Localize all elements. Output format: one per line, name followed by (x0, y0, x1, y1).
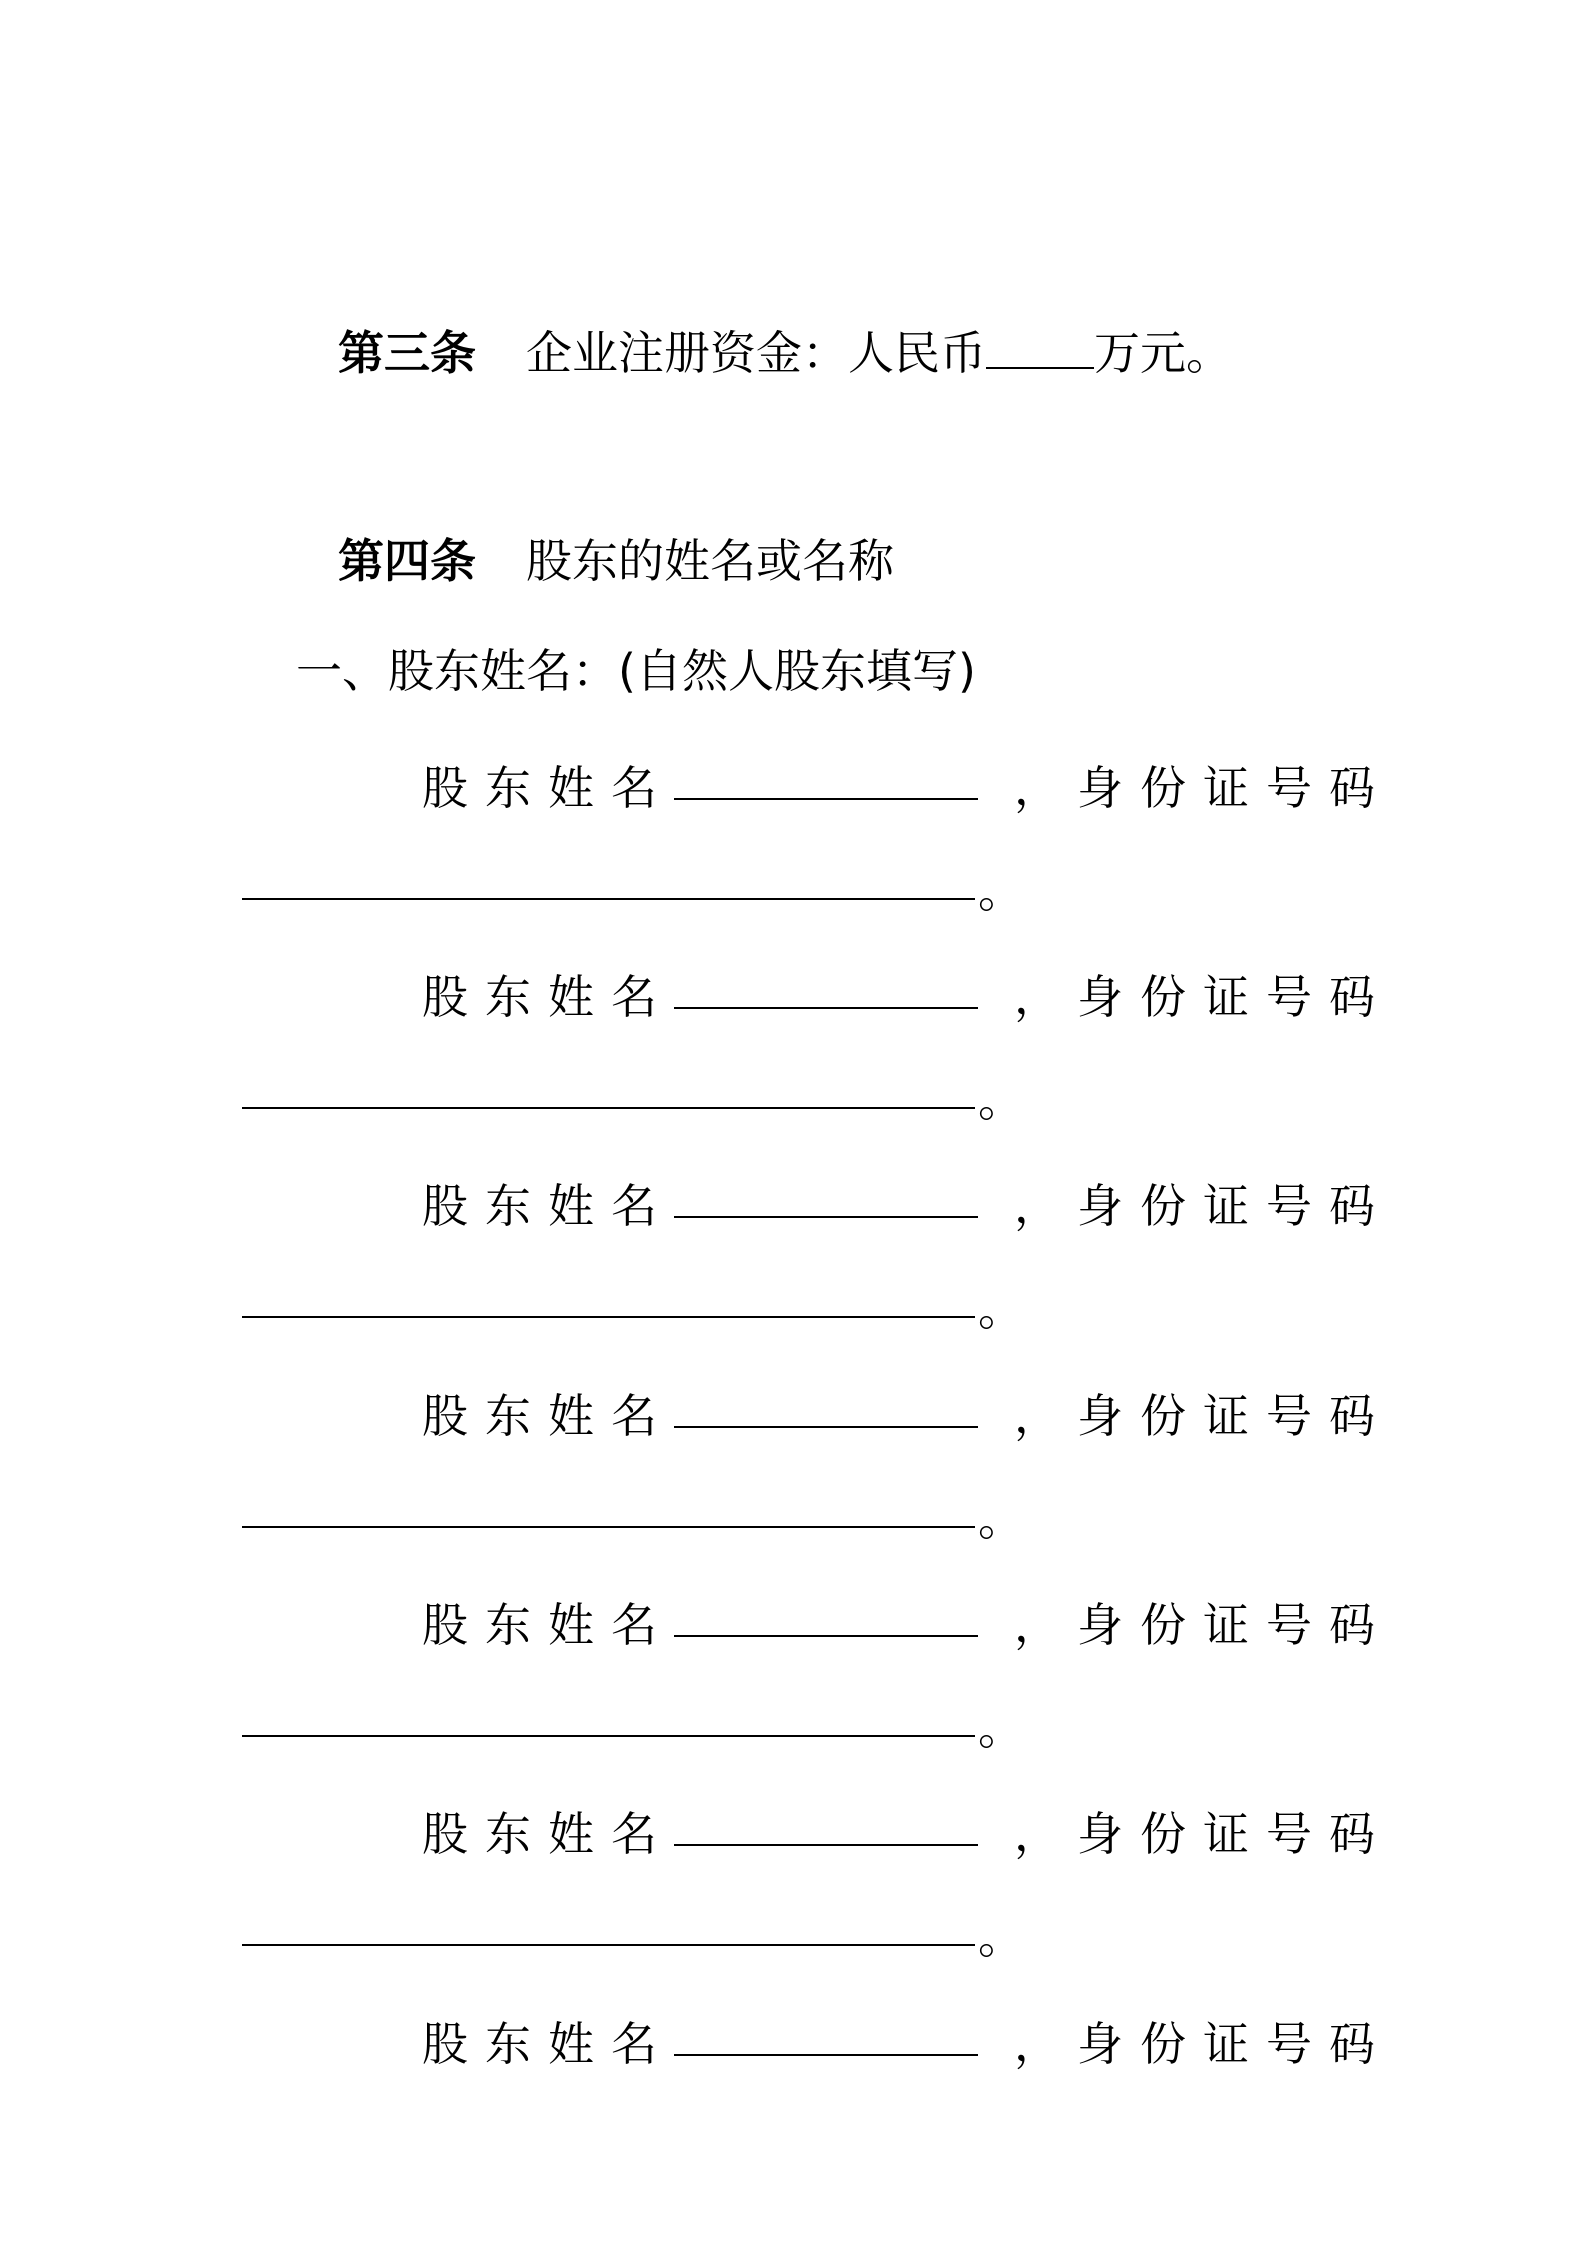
end-mark: 。 (978, 1282, 1024, 1336)
shareholder-row-4 (422, 1380, 1392, 1443)
article3-text-before: 企业注册资金：人民币 (526, 326, 986, 380)
capital-amount-field[interactable] (986, 366, 1094, 369)
shareholder-row-7 (422, 2008, 1392, 2071)
shareholder-name-label: 股东姓名 (422, 970, 674, 1024)
shareholder-row-5 (422, 1589, 1392, 1652)
shareholder-name-label: 股东姓名 (422, 1389, 674, 1443)
shareholder-id-row-6 (242, 1910, 1024, 1964)
shareholder-name-label: 股东姓名 (422, 1598, 674, 1652)
shareholder-row-6 (422, 1798, 1392, 1861)
id-number-label: ，身份证号码 (1014, 2017, 1392, 2071)
end-mark: 。 (978, 1492, 1024, 1546)
id-number-label: ，身份证号码 (1014, 1598, 1392, 1652)
shareholder-name-field[interactable] (674, 1844, 978, 1846)
id-number-label: ，身份证号码 (1014, 1179, 1392, 1233)
shareholder-id-row-5 (242, 1701, 1024, 1755)
article3-line (338, 326, 1232, 380)
id-number-field[interactable] (242, 1316, 975, 1318)
id-number-label: ，身份证号码 (1014, 970, 1392, 1024)
id-number-label: ，身份证号码 (1014, 1807, 1392, 1861)
shareholder-id-row-2 (242, 1073, 1024, 1127)
article3-heading: 第三条 (338, 326, 476, 380)
end-mark: 。 (978, 1910, 1024, 1964)
article4-line (338, 534, 894, 588)
end-mark: 。 (978, 1701, 1024, 1755)
shareholder-name-field[interactable] (674, 2054, 978, 2056)
shareholder-id-row-4 (242, 1492, 1024, 1546)
shareholder-name-label: 股东姓名 (422, 1179, 674, 1233)
shareholder-name-field[interactable] (674, 1216, 978, 1218)
id-number-label: ，身份证号码 (1014, 761, 1392, 815)
end-mark: 。 (978, 1073, 1024, 1127)
shareholder-name-field[interactable] (674, 1635, 978, 1637)
id-number-field[interactable] (242, 1107, 975, 1109)
shareholder-row-2 (422, 961, 1392, 1024)
article4-heading: 第四条 (338, 534, 476, 588)
section1-title: 一、股东姓名：(自然人股东填写) (296, 644, 976, 698)
shareholder-row-1 (422, 752, 1392, 815)
shareholder-name-field[interactable] (674, 1007, 978, 1009)
shareholder-name-label: 股东姓名 (422, 1807, 674, 1861)
shareholder-name-field[interactable] (674, 798, 978, 800)
shareholder-id-row-3 (242, 1282, 1024, 1336)
end-mark: 。 (978, 864, 1024, 918)
article3-text-after: 万元。 (1094, 326, 1232, 380)
article4-text: 股东的姓名或名称 (526, 534, 894, 588)
shareholder-name-field[interactable] (674, 1426, 978, 1428)
id-number-label: ，身份证号码 (1014, 1389, 1392, 1443)
shareholder-id-row-1 (242, 864, 1024, 918)
id-number-field[interactable] (242, 1735, 975, 1737)
id-number-field[interactable] (242, 1944, 975, 1946)
id-number-field[interactable] (242, 898, 975, 900)
shareholder-row-3 (422, 1170, 1392, 1233)
shareholder-name-label: 股东姓名 (422, 2017, 674, 2071)
id-number-field[interactable] (242, 1526, 975, 1528)
shareholder-name-label: 股东姓名 (422, 761, 674, 815)
